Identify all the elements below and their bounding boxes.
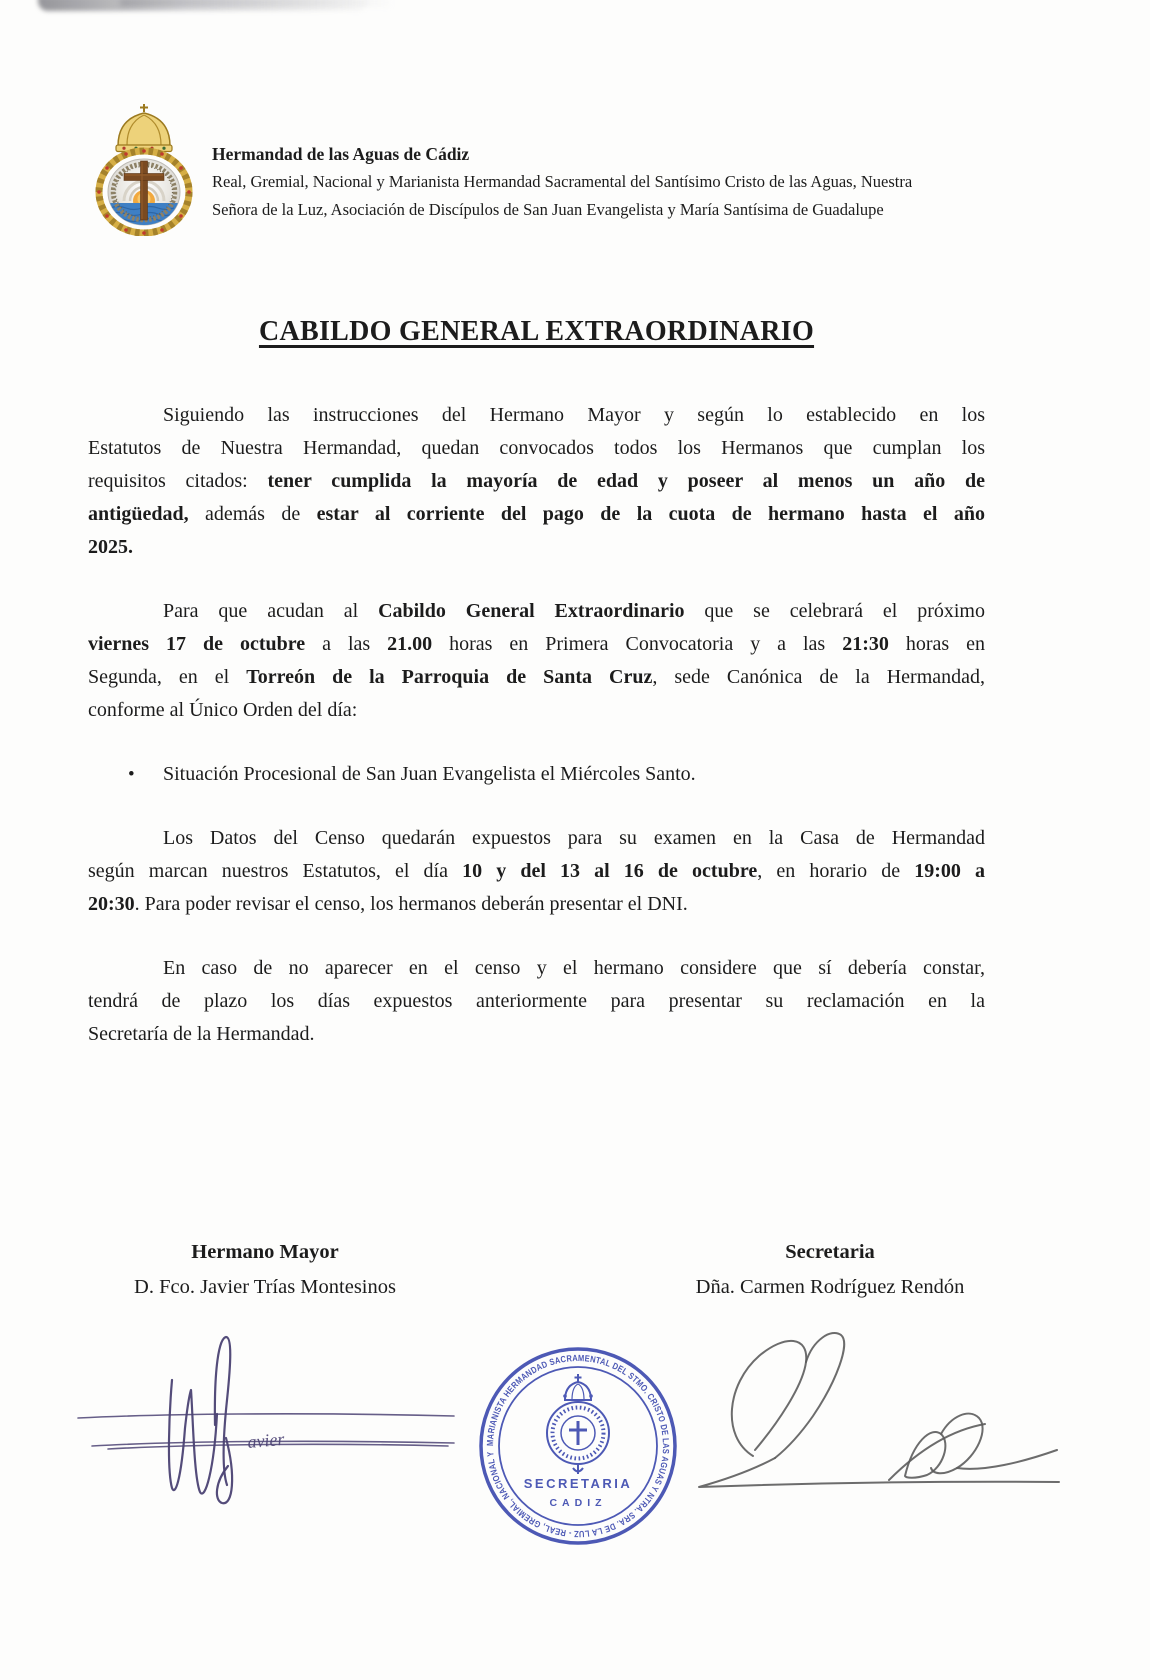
signatory-role: Secretaria bbox=[785, 1241, 875, 1263]
text-line: conforme al Único Orden del día: bbox=[88, 699, 358, 721]
org-description-line1: Real, Gremial, Nacional y Marianista Hermandad Sacramental del Santísimo Cristo de las Aguas, Nuestra bbox=[212, 172, 913, 191]
hermandad-crest-logo bbox=[88, 104, 196, 236]
stamp-cadiz-label: CADIZ bbox=[549, 1497, 607, 1509]
signatory-role: Hermano Mayor bbox=[191, 1241, 339, 1263]
org-description-line2: Señora de la Luz, Asociación de Discípulos de San Juan Evangelista y María Santísima de Guadalupe bbox=[212, 200, 884, 219]
text-line: viernes 17 de octubre a las 21.00 horas en Primera Convocatoria y a las 21:30 horas en bbox=[88, 633, 985, 655]
text-line: Para que acudan al Cabildo General Extraordinario que se celebrará el próximo bbox=[163, 600, 985, 622]
text-line: 2025. bbox=[88, 536, 133, 558]
letterhead bbox=[88, 104, 1018, 236]
hermano-mayor-signature bbox=[68, 1330, 458, 1525]
text-line: Los Datos del Censo quedarán expuestos para su examen en la Casa de Hermandad bbox=[163, 827, 985, 849]
body-paragraph bbox=[88, 595, 985, 727]
text-line: Secretaría de la Hermandad. bbox=[88, 1023, 315, 1045]
text-line: En caso de no aparecer en el censo y el hermano considere que sí debería constar, bbox=[163, 957, 985, 979]
photo-smudge bbox=[120, 0, 390, 7]
body-paragraph bbox=[88, 399, 985, 564]
stamp-medallion bbox=[547, 1402, 609, 1474]
signatory-name: D. Fco. Javier Trías Montesinos bbox=[134, 1276, 396, 1298]
text-line: antigüedad, además de estar al corriente del pago de la cuota de hermano hasta el año bbox=[88, 503, 985, 525]
body-paragraph bbox=[88, 952, 985, 1051]
signatory-secretaria bbox=[650, 1236, 1010, 1305]
crown-icon bbox=[116, 104, 172, 152]
document-body bbox=[88, 399, 985, 1082]
body-paragraph bbox=[88, 822, 985, 921]
secretaria-stamp bbox=[472, 1340, 684, 1552]
text-line: requisitos citados: tener cumplida la mayoría de edad y poseer al menos un año de bbox=[88, 470, 985, 492]
text-line: Estatutos de Nuestra Hermandad, quedan convocados todos los Hermanos que cumplan los bbox=[88, 437, 985, 459]
secretaria-signature bbox=[693, 1326, 1065, 1512]
text-line: 20:30. Para poder revisar el censo, los hermanos deberán presentar el DNI. bbox=[88, 893, 688, 915]
stamp-ring-text: MARIANISTA HERMANDAD SACRAMENTAL DEL STMO. CRISTO DE LAS AGUAS Y NTRA. SRA. DE LA LUZ - REAL, GREMIAL, NACIONAL Y bbox=[484, 1352, 672, 1540]
document-title: CABILDO GENERAL EXTRAORDINARIO bbox=[258, 316, 815, 347]
stamp-secretaria-label: SECRETARIA bbox=[523, 1476, 633, 1491]
text-line: Siguiendo las instrucciones del Hermano Mayor y según lo establecido en los bbox=[163, 404, 985, 426]
text-line: Segunda, en el Torreón de la Parroquia de Santa Cruz, sede Canónica de la Hermandad, bbox=[88, 666, 986, 688]
org-name: Hermandad de las Aguas de Cádiz bbox=[212, 144, 470, 164]
text-line: tendrá de plazo los días expuestos anteriormente para presentar su reclamación en la bbox=[88, 990, 985, 1012]
bullet-marker: • bbox=[128, 764, 135, 785]
bullet-text: Situación Procesional de San Juan Evangelista el Miércoles Santo. bbox=[163, 763, 696, 785]
signatory-name: Dña. Carmen Rodríguez Rendón bbox=[695, 1276, 965, 1298]
signatory-hermano-mayor bbox=[90, 1236, 440, 1305]
agenda-bullet-item bbox=[88, 758, 985, 791]
stamp-crown-icon bbox=[563, 1374, 593, 1400]
text-line: según marcan nuestros Estatutos, el día 10 y del 13 al 16 de octubre, en horario de 19:00 a bbox=[88, 860, 985, 882]
signature-script-word: avier bbox=[246, 1428, 286, 1452]
